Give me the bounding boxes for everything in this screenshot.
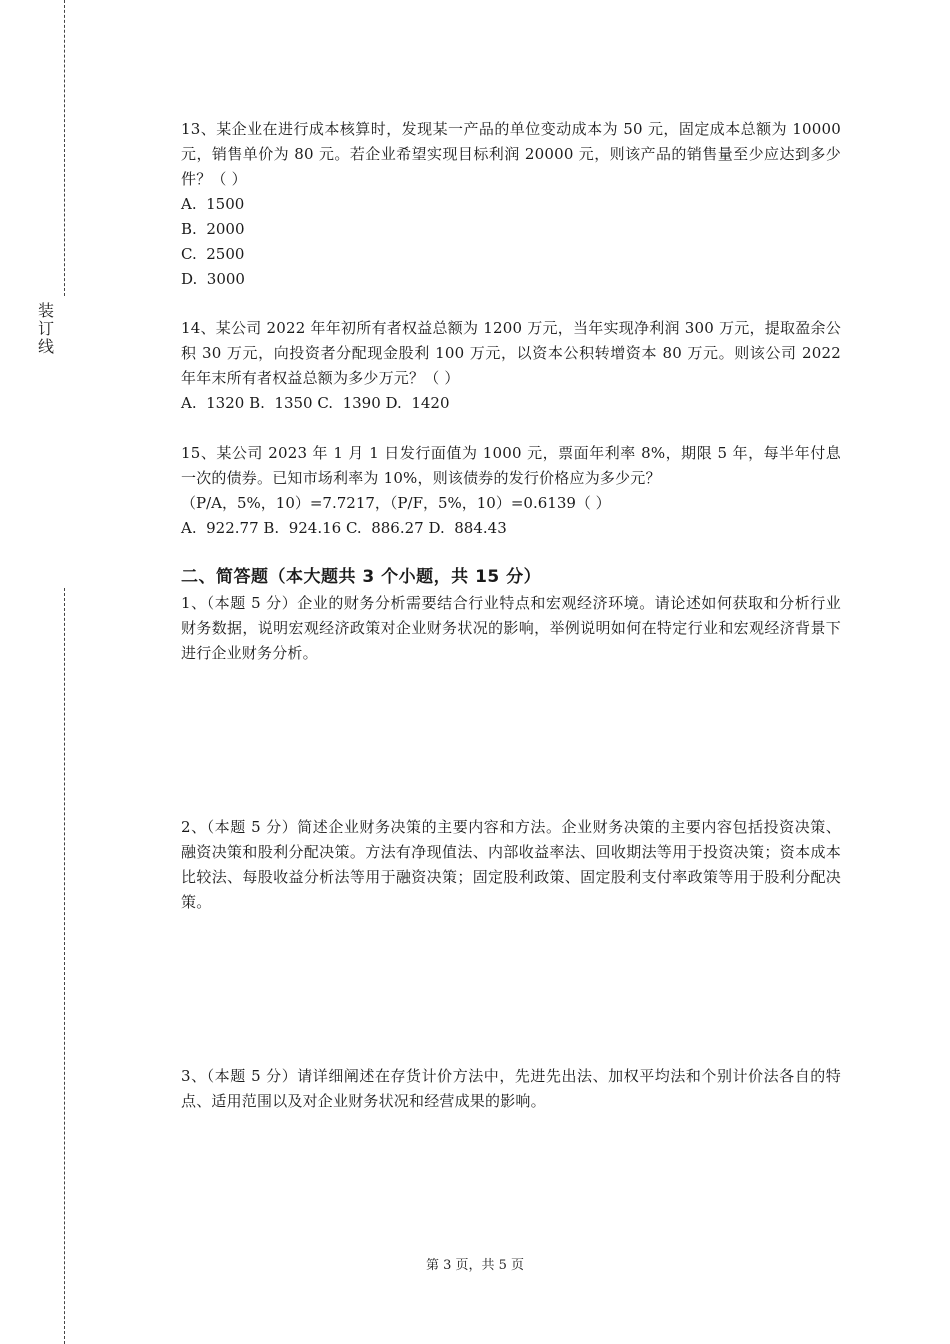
short-answer-3-text: 3、（本题 5 分）请详细阐述在存货计价方法中，先进先出法、加权平均法和个别计价法各自的特点、适用范围以及对企业财务状况和经营成果的影响。 <box>181 1067 841 1110</box>
question-13-option-b: B. 2000 <box>181 220 245 238</box>
question-13-option-a: A. 1500 <box>181 195 245 213</box>
question-13-option-d: D. 3000 <box>181 270 245 288</box>
binding-line-top <box>64 0 65 296</box>
short-answer-3 <box>181 1064 841 1114</box>
question-13-text: 13、某企业在进行成本核算时，发现某一产品的单位变动成本为 50 元，固定成本总额为 10000 元，销售单价为 80 元。若企业希望实现目标利润 20000 元，则该产品的销售量至少应达到多少件？（ ） <box>181 120 841 188</box>
question-14-text: 14、某公司 2022 年年初所有者权益总额为 1200 万元，当年实现净利润 300 万元，提取盈余公积 30 万元，向投资者分配现金股利 100 万元，以资本公积转增资本 80 万元。则该公司 2022 年年末所有者权益总额为多少万元？（ ） <box>181 319 841 387</box>
short-answer-1-text: 1、（本题 5 分）企业的财务分析需要结合行业特点和宏观经济环境。请论述如何获取和分析行业财务数据，说明宏观经济政策对企业财务状况的影响，举例说明如何在特定行业和宏观经济背景下进行企业财务分析。 <box>181 594 841 662</box>
question-13-option-c: C. 2500 <box>181 245 245 263</box>
page-number: 第 3 页，共 5 页 <box>425 1258 525 1273</box>
question-15-text: 15、某公司 2023 年 1 月 1 日发行面值为 1000 元，票面年利率 8%，期限 5 年，每半年付息一次的债券。已知市场利率为 10%，则该债券的发行价格应为多少元？ <box>181 444 841 487</box>
question-15 <box>181 441 841 541</box>
short-answer-1 <box>181 591 841 666</box>
binding-line-bottom <box>64 588 65 1344</box>
question-13 <box>181 117 841 292</box>
question-14-options: A. 1320 B. 1350 C. 1390 D. 1420 <box>181 394 450 412</box>
question-15-formula: （P/A，5%，10）=7.7217，（P/F，5%，10）=0.6139（ ） <box>181 494 611 512</box>
binding-line-label: 装 订 线 <box>37 301 54 356</box>
short-answer-2 <box>181 815 841 915</box>
question-14 <box>181 316 841 416</box>
section-2-title: 二、简答题（本大题共 3 个小题，共 15 分） <box>181 567 542 587</box>
question-15-options: A. 922.77 B. 924.16 C. 886.27 D. 884.43 <box>181 519 507 537</box>
short-answer-2-text: 2、（本题 5 分）简述企业财务决策的主要内容和方法。企业财务决策的主要内容包括投资决策、融资决策和股利分配决策。方法有净现值法、内部收益率法、回收期法等用于投资决策；资本成本比较法、每股收益分析法等用于融资决策；固定股利政策、固定股利支付率政策等用于股利分配决策。 <box>181 818 841 911</box>
